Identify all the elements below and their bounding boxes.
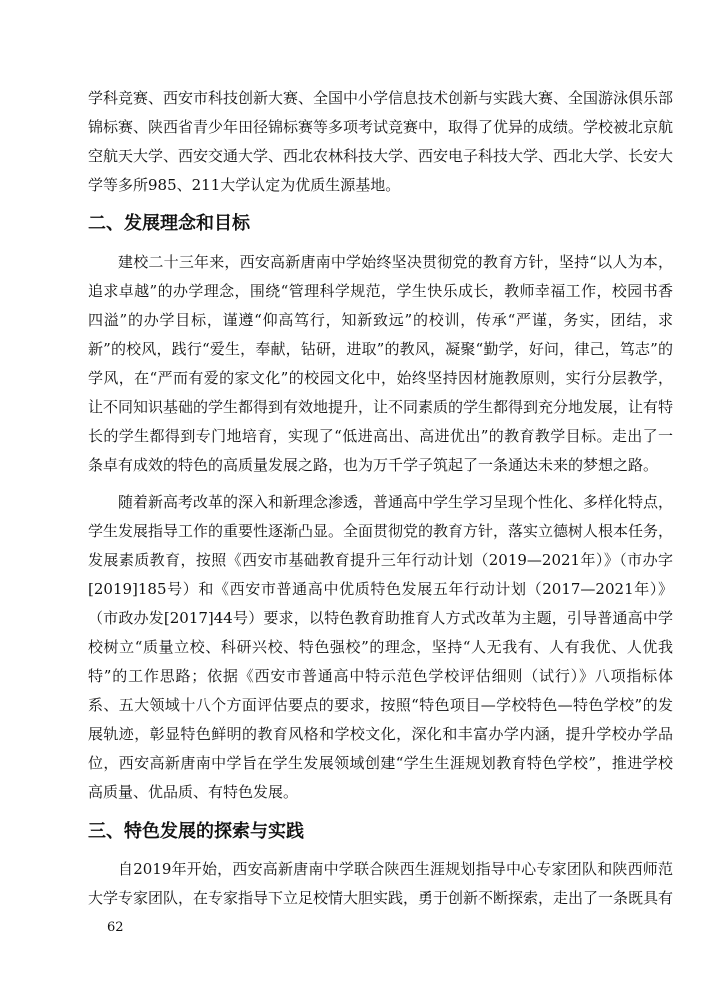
paragraph-section-3-1: 自2019年开始，西安高新唐南中学联合陕西生涯规划指导中心专家团队和陕西师范大学专家团队，在专家指导下立足校情大胆实践，勇于创新不断探索，走出了一条既具有 xyxy=(88,860,674,907)
page-number: 62 xyxy=(107,920,124,935)
heading-section-2: 二、发展理念和目标 xyxy=(88,213,250,234)
paragraph-intro-continued: 学科竞赛、西安市科技创新大赛、全国中小学信息技术创新与实践大赛、全国游泳俱乐部锦标赛、陕西省青少年田径锦标赛等多项考试竞赛中，取得了优异的成绩。学校被北京航空航天大学、西安交通大学、西北农林科技大学、西安电子科技大学、西北大学、长安大学等多所985、211大学认定为优质生源基地。 xyxy=(88,89,674,194)
paragraph-section-2-1: 建校二十三年来，西安高新唐南中学始终坚决贯彻党的教育方针，坚持“以人为本，追求卓越”的办学理念，围绕“管理科学规范，学生快乐成长，教师幸福工作，校园书香四溢”的办学目标，谨遵“仰高笃行，知新致远”的校训，传承“严谨，务实，团结，求新”的校风，践行“爱生，奉献，钻研，进取”的教风，凝聚“勤学，好问，律己，笃志”的学风，在“严而有爱的家文化”的校园文化中，始终坚持因材施教原则，实行分层教学，让不同知识基础的学生都得到有效地提升，让不同素质的学生都得到充分地发展，让有特长的学生都得到专门地培育，实现了“低进高出、高进优出”的教育教学目标。走出了一条卓有成效的特色的高质量发展之路，也为万千学子筑起了一条通达未来的梦想之路。 xyxy=(88,253,674,474)
paragraph-section-2-2: 随着新高考改革的深入和新理念渗透，普通高中学生学习呈现个性化、多样化特点，学生发展指导工作的重要性逐渐凸显。全面贯彻党的教育方针，落实立德树人根本任务，发展素质教育，按照《西安市基础教育提升三年行动计划（2019—2021年）》（市办字[2019]185号）和《西安市普通高中优质特色发展五年行动计划（2017—2021年）》（市政办发[2017]44号）要求，以特色教育助推育人方式改革为主题，引导普通高中学校树立“质量立校、科研兴校、特色强校”的理念，坚持“人无我有、人有我优、人优我特”的工作思路；依据《西安市普通高中特示范色学校评估细则（试行）》八项指标体系、五大领域十八个方面评估要点的要求，按照“特色项目—学校特色—特色学校”的发展轨迹，彰显特色鲜明的教育风格和学校文化，深化和丰富办学内涵，提升学校办学品位，西安高新唐南中学旨在学生发展领域创建“学生生涯规划教育特色学校”，推进学校高质量、优品质、有特色发展。 xyxy=(88,493,674,801)
heading-section-3: 三、特色发展的探索与实践 xyxy=(88,821,304,842)
